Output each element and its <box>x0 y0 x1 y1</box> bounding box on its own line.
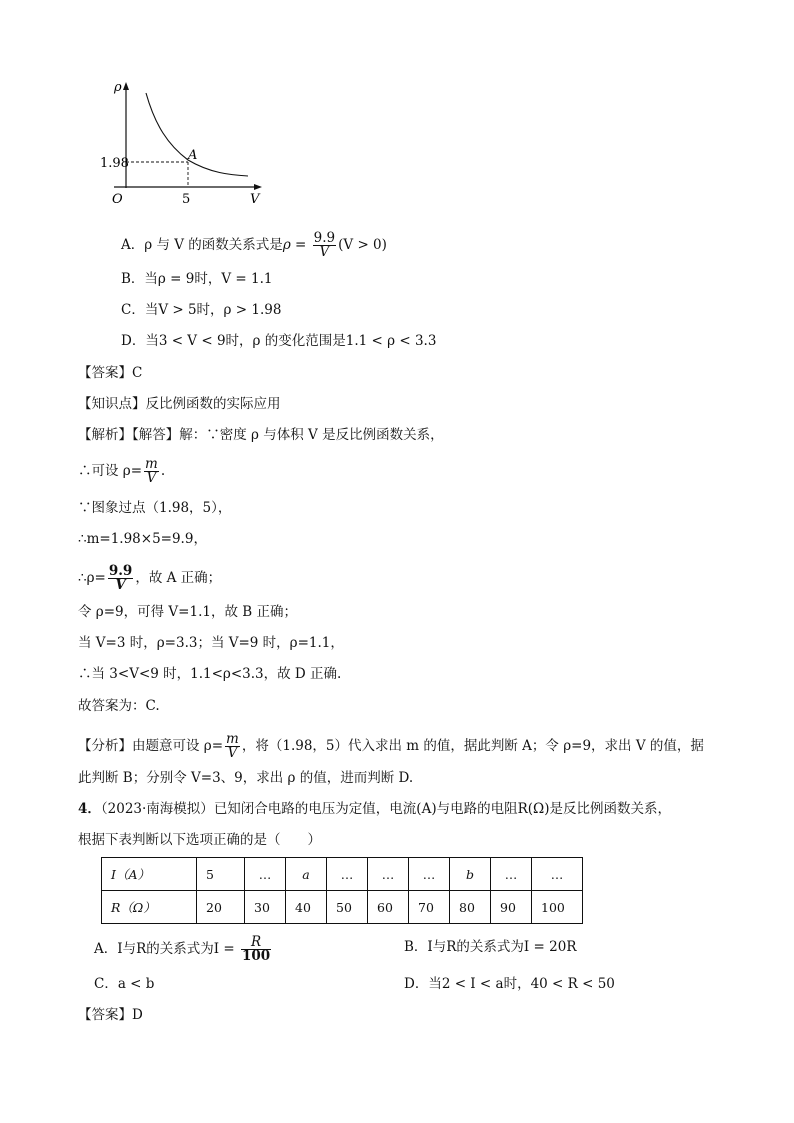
table-cell: 70 <box>409 891 450 924</box>
table-cell: 5 <box>197 858 245 891</box>
table-cell: … <box>245 858 286 891</box>
option-c: C．当V > 5时，ρ > 1.98 <box>121 302 282 318</box>
fx-pre: 【分析】由题意可设 ρ= <box>78 738 224 754</box>
option-d: D．当3 < V < 9时，ρ 的变化范围是1.1 < ρ < 3.3 <box>121 333 437 349</box>
analysis-line-4: ∴m=1.98×5=9.9， <box>78 531 207 547</box>
table-cell: 90 <box>491 891 532 924</box>
l2-num: m <box>145 456 158 472</box>
fx-den: V <box>227 745 238 761</box>
question-number: 4． <box>78 801 101 817</box>
analysis-line-8: ∴当 3<V<9 时，1.1<ρ<3.3，故 D 正确. <box>78 666 342 682</box>
option-a-fraction <box>313 232 336 259</box>
l2-fraction <box>144 458 159 485</box>
analysis-line-1: 【解析】【解答】解：∵密度 ρ 与体积 V 是反比例函数关系， <box>78 427 444 443</box>
fx-num: m <box>226 731 239 747</box>
fx-fraction <box>225 733 240 760</box>
analysis-line-6: 令 ρ=9，可得 V=1.1，故 B 正确； <box>78 604 297 620</box>
table-cell: R（Ω） <box>102 891 197 924</box>
inverse-function-graph <box>100 75 270 210</box>
table-cell: b <box>450 858 491 891</box>
table-cell: … <box>532 858 583 891</box>
option-a-eq: = <box>290 237 311 253</box>
x-axis-label: V <box>250 192 260 207</box>
option-a <box>121 232 387 259</box>
question-4-stem-2: 根据下表判断以下选项正确的是（ ） <box>78 832 321 848</box>
table-cell: 80 <box>450 891 491 924</box>
option-b: B．当ρ = 9时，V = 1.1 <box>121 271 273 287</box>
q4-option-d: D．当2 < I < a时，40 < R < 50 <box>404 976 615 992</box>
hyperbola-curve <box>146 93 248 176</box>
q4-option-a-num: R <box>241 936 271 950</box>
option-a-text: A．ρ 与 V 的函数关系式是 <box>121 237 283 253</box>
analysis-line-9: 故答案为：C. <box>78 698 160 714</box>
point-a-label: A <box>188 148 198 163</box>
table-cell: … <box>491 858 532 891</box>
option-a-den: V <box>319 244 330 260</box>
analysis-summary-2: 此判断 B；分别令 V=3、9，求出 ρ 的值，进而判断 D. <box>78 770 414 786</box>
table-cell: … <box>327 858 368 891</box>
data-table <box>101 857 583 924</box>
option-a-num: 9.9 <box>313 230 336 246</box>
l5-pre: ∴ρ= <box>78 570 106 586</box>
stem-text: 已知闭合电路的电压为定值，电流(A)与电路的电阻R(Ω)是反比例函数关系， <box>213 801 671 817</box>
l2-den: V <box>146 470 157 486</box>
l2-post: . <box>160 463 166 479</box>
y-axis-label: ρ <box>114 80 122 95</box>
q4-option-a-fraction <box>241 936 271 963</box>
y-axis-arrow <box>123 82 129 90</box>
table-row <box>102 891 583 924</box>
origin-label: O <box>112 192 123 207</box>
l2-pre: ∴可设 ρ= <box>78 463 143 479</box>
q4-option-a <box>94 936 273 963</box>
analysis-line-3: ∵图象过点（1.98，5）， <box>78 500 232 516</box>
l5-post: ，故 A 正确； <box>135 570 222 586</box>
table-cell: … <box>368 858 409 891</box>
table-cell: I（A） <box>102 858 197 891</box>
l5-fraction <box>108 565 134 592</box>
knowledge-point: 【知识点】反比例函数的实际应用 <box>78 396 281 412</box>
x-axis-arrow <box>254 184 262 190</box>
table-cell: 20 <box>197 891 245 924</box>
table-cell: 40 <box>286 891 327 924</box>
analysis-line-2 <box>78 458 165 485</box>
option-a-cond: (V > 0) <box>338 237 387 253</box>
answer-label: 【答案】C <box>78 365 143 381</box>
analysis-line-5 <box>78 565 221 592</box>
q4-option-c: C．a < b <box>94 976 155 992</box>
x-tick-label: 5 <box>182 192 191 207</box>
l5-num: 9.9 <box>108 563 133 579</box>
q4-option-a-den: 100 <box>241 948 271 964</box>
table-row <box>102 858 583 891</box>
analysis-summary-1 <box>78 733 704 760</box>
l5-den: V <box>115 577 126 593</box>
table-cell: a <box>286 858 327 891</box>
table-cell: … <box>409 858 450 891</box>
q4-answer: 【答案】D <box>78 1007 143 1023</box>
option-a-rho: ρ <box>282 237 291 253</box>
q4-option-b: B．I与R的关系式为I = 20R <box>404 939 577 955</box>
fx-post: ，将（1.98，5）代入求出 m 的值，据此判断 A；令 ρ=9，求出 V 的值，据 <box>241 738 704 754</box>
table-cell: 60 <box>368 891 409 924</box>
question-source: （2023·南海模拟） <box>100 801 214 817</box>
y-tick-label: 1.98 <box>100 156 129 171</box>
analysis-line-7: 当 V=3 时，ρ=3.3；当 V=9 时，ρ=1.1， <box>78 635 344 651</box>
q4-option-a-text: A．I与R的关系式为I = <box>94 941 239 957</box>
table-cell: 100 <box>532 891 583 924</box>
table-cell: 30 <box>245 891 286 924</box>
table-cell: 50 <box>327 891 368 924</box>
question-4-stem-1 <box>78 800 671 818</box>
